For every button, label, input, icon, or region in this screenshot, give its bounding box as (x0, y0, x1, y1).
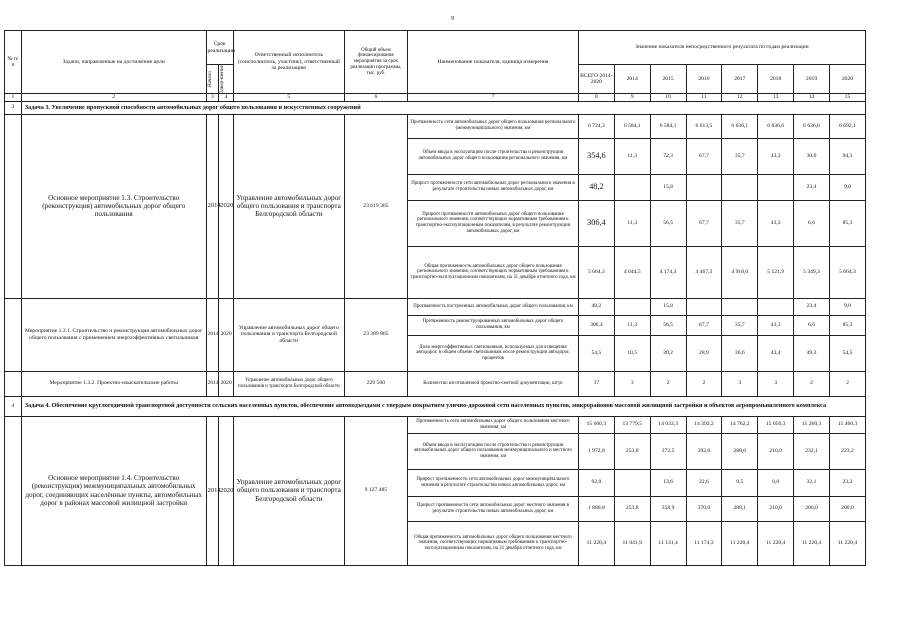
value-cell: 5 349,3 (794, 246, 830, 298)
value-cell: 43,3 (758, 138, 794, 174)
value-cell: 3 (614, 371, 650, 396)
executor: Управление автомобильных дорог общего пользования и транспорта Белгородской области (233, 371, 344, 396)
value-cell: 370,0 (686, 496, 722, 521)
value-cell: 3 (722, 371, 758, 396)
value-cell: 210,0 (758, 496, 794, 521)
col-number: 6 (344, 94, 407, 101)
value-cell: 23,4 (794, 298, 830, 315)
value-cell: 10,5 (614, 335, 650, 371)
section-3-title: Задача 3. Увеличение пропускной способности автомобильных дорог общего пользования и искусственных сооружений (21, 101, 865, 114)
value-total: 15 660,3 (578, 416, 614, 433)
value-cell: 6 584,1 (650, 114, 686, 138)
indicator-name: Прирост протяженности сети автомобильных дорог регионального значения в результате строительства новых автомобильных дорог, км (408, 174, 579, 200)
value-cell: 14 762,2 (722, 416, 758, 433)
indicator-name: Протяженность построенных автомобильных дорог общего пользования, км (408, 298, 579, 315)
value-cell: 6 584,1 (614, 114, 650, 138)
value-cell (758, 298, 794, 315)
value-cell: 0,5 (722, 469, 758, 496)
value-cell: 358,9 (650, 496, 686, 521)
value-cell: 2 (829, 371, 865, 396)
indicator-name: Прирост протяженности автомобильных дорог общего пользования регионального значения, соответствующих нормативным требованиям к транспортно-эксплуатационным показателям, в результате реконструкции автомобильных дорог, км (408, 200, 579, 246)
value-cell: 11,3 (614, 138, 650, 174)
value-cell: 15 050,3 (758, 416, 794, 433)
col-number: 1 (5, 94, 22, 101)
value-cell: 15 460,3 (829, 416, 865, 433)
value-cell: 43,3 (758, 315, 794, 335)
value-cell: 2 (686, 371, 722, 396)
value-cell (614, 298, 650, 315)
value-cell: 6 692,1 (829, 114, 865, 138)
value-total: 6 724,3 (578, 114, 614, 138)
end-year: 2020 (219, 298, 234, 371)
value-cell: 11,3 (614, 315, 650, 335)
end-year: 2020 (219, 416, 234, 565)
header-term: Срок реализации (206, 31, 233, 65)
page-number: 9 (451, 16, 454, 22)
value-cell: 223,2 (829, 433, 865, 469)
value-cell (758, 174, 794, 200)
value-cell: 43,4 (758, 335, 794, 371)
value-cell: 13,6 (650, 469, 686, 496)
section-3-num: 3 (5, 101, 22, 114)
value-total: 1 880,8 (578, 496, 614, 521)
col-number: 13 (758, 94, 794, 101)
value-cell: 11 174,3 (686, 521, 722, 565)
value-cell: 232,1 (794, 433, 830, 469)
value-cell: 288,1 (722, 496, 758, 521)
value-cell: 14 033,3 (650, 416, 686, 433)
value-cell: 6,6 (794, 315, 830, 335)
indicator-name: Общая протяженность автомобильных дорог общего пользования регионального значения, соответствующих нормативным требованиям к транспортно-эксплуатационным показателям, на 31 декабря отчетного года, км (408, 246, 579, 298)
value-cell: 9,0 (829, 298, 865, 315)
col-number: 12 (722, 94, 758, 101)
value-cell: 3 (758, 371, 794, 396)
indicator-name: Протяженность сети автомобильных дорог общего пользования регионального (межмуниципального) значения, км (408, 114, 579, 138)
header-executor: Ответственный исполнитель (соисполнитель, участник), ответственный за реализацию (233, 31, 344, 94)
value-cell: 11 220,4 (758, 521, 794, 565)
col-number: 9 (614, 94, 650, 101)
value-cell: 6 636,1 (722, 114, 758, 138)
value-cell: 0,0 (758, 469, 794, 496)
header-year: 2017 (722, 65, 758, 94)
value-cell: 372,5 (650, 433, 686, 469)
indicator-name: Количество изготовленной проектно-сметной документации, штук (408, 371, 579, 396)
col-number: 7 (408, 94, 579, 101)
value-cell: 56,5 (650, 315, 686, 335)
section-4-num: 4 (5, 396, 22, 416)
value-total: 306,4 (578, 315, 614, 335)
finance-amount: 9 127 485 (344, 416, 407, 565)
end-year: 2020 (219, 114, 234, 298)
value-cell (614, 174, 650, 200)
start-year: 2014 (206, 416, 219, 565)
header-year: 2019 (794, 65, 830, 94)
value-cell: 4 467,3 (686, 246, 722, 298)
value-cell: 6 613,5 (686, 114, 722, 138)
col-number: 10 (650, 94, 686, 101)
program-table (4, 30, 866, 566)
indicator-name: Объем ввода в эксплуатацию после строительства и реконструкции автомобильных дорог общего пользования межмуниципального и местного значения, км (408, 433, 579, 469)
value-cell (722, 298, 758, 315)
header-task: Задачи, направленные на достижение цели (21, 31, 206, 94)
value-cell: 85,3 (829, 315, 865, 335)
value-total: 54,5 (578, 335, 614, 371)
value-cell: 67,7 (686, 138, 722, 174)
value-cell: 4 174,3 (650, 246, 686, 298)
value-cell: 13 779,5 (614, 416, 650, 433)
table-row (5, 371, 866, 396)
value-total: 92,0 (578, 469, 614, 496)
value-cell (614, 469, 650, 496)
value-cell: 56,5 (650, 200, 686, 246)
header-indicator: Наименование показателя, единица измерения (408, 31, 579, 94)
value-cell: 11 131,4 (650, 521, 686, 565)
table-row (5, 114, 866, 138)
value-total: 48,2 (578, 298, 614, 315)
value-cell: 67,7 (686, 315, 722, 335)
value-cell: 11 220,4 (722, 521, 758, 565)
value-cell: 15 260,3 (794, 416, 830, 433)
header-total: ВСЕГО 2014-2020 (578, 65, 614, 94)
value-cell (686, 298, 722, 315)
main-activity-1-3: Основное мероприятие 1.3. Строительство (реконструкция) автомобильных дорог общего пользования (21, 114, 206, 298)
value-cell: 23,4 (794, 174, 830, 200)
activity-1-3-2: Мероприятие 1.3.2. Проектно-изыскательские работы (21, 371, 206, 396)
value-cell: 11 220,4 (829, 521, 865, 565)
indicator-name: Прирост протяженности сети автомобильных дорог межмуниципального значения в результате строительства новых автомобильных дорог, км (408, 469, 579, 496)
value-cell: 11 041,9 (614, 521, 650, 565)
value-cell (722, 174, 758, 200)
col-number: 14 (794, 94, 830, 101)
value-cell: 253,8 (614, 433, 650, 469)
header-finance: Общий объем финансирования мероприятия за срок реализации программы, тыс. руб. (344, 31, 407, 94)
finance-amount: 23 389 865 (344, 298, 407, 371)
value-cell: 30,0 (794, 138, 830, 174)
indicator-name: Прирост протяженности сети автомобильных дорог местного значения в результате строительства новых автомобильных дорог, км (408, 496, 579, 521)
value-cell: 6 636,6 (758, 114, 794, 138)
value-cell: 35,7 (722, 138, 758, 174)
main-activity-1-4: Основное мероприятие 1.4. Строительство (реконструкция) межмуниципальных автомобильных дорог, соединяющих населённые пункты, автомобильных дорог в районах массовой жилищной застройки (21, 416, 206, 565)
start-year: 2014 (206, 298, 219, 371)
col-number: 11 (686, 94, 722, 101)
value-cell: 49,3 (794, 335, 830, 371)
value-cell: 67,7 (686, 200, 722, 246)
header-end: Завер-шение (219, 65, 234, 94)
value-total: 1 972,8 (578, 433, 614, 469)
value-cell: 20,2 (650, 335, 686, 371)
col-number: 3 (206, 94, 219, 101)
value-cell: 200,0 (794, 496, 830, 521)
value-cell: 6,6 (794, 200, 830, 246)
header-year: 2020 (829, 65, 865, 94)
header-year: 2014 (614, 65, 650, 94)
table-row (5, 298, 866, 315)
header-start: Начало (206, 65, 219, 94)
value-cell: 5 664,3 (829, 246, 865, 298)
value-cell: 32,1 (794, 469, 830, 496)
activity-1-3-1: Мероприятие 1.3.1. Строительство и реконструкция автомобильных дорог общего пользования с применением энергоэффективных светильников (21, 298, 206, 371)
value-cell: 94,3 (829, 138, 865, 174)
value-total: 17 (578, 371, 614, 396)
value-cell: 9,0 (829, 174, 865, 200)
start-year: 2014 (206, 114, 219, 298)
finance-amount: 229 500 (344, 371, 407, 396)
executor: Управление автомобильных дорог общего пользования и транспорта Белгородской области (233, 416, 344, 565)
end-year: 2020 (219, 371, 234, 396)
value-cell: 85,3 (829, 200, 865, 246)
value-cell: 72,3 (650, 138, 686, 174)
value-cell: 288,6 (722, 433, 758, 469)
table-row (5, 416, 866, 433)
value-cell: 392,6 (686, 433, 722, 469)
section-4-title: Задача 4. Обеспечение круглогодичной транспортной доступности сельских населенных пунктов, обеспечение автоподъездами с твердым покрытием улично-дорожной сети населенных пунктов, микрорайонов массовой жилищной застройки и объектов агропромышленного комплекса (21, 396, 865, 416)
indicator-name: Общая протяженность автомобильных дорог общего пользования местного значения, соответствующих нормативным требованиям к транспортно-эксплуатационным показателям, на 31 декабря отчетного года, км (408, 521, 579, 565)
executor: Управление автомобильных дорог общего пользования и транспорта Белгородской области (233, 114, 344, 298)
executor: Управление автомобильных дорог общего пользования и транспорта Белгородской области (233, 298, 344, 371)
finance-amount: 23 619 365 (344, 114, 407, 298)
header-num: № п/п (5, 31, 22, 94)
value-cell: 28,9 (686, 335, 722, 371)
value-cell: 22,6 (686, 469, 722, 496)
value-total: 48,2 (578, 174, 614, 200)
value-cell: 15,8 (650, 298, 686, 315)
value-cell: 11 220,4 (794, 521, 830, 565)
value-total: 11 220,4 (578, 521, 614, 565)
value-cell: 11,3 (614, 200, 650, 246)
indicator-name: Объем ввода в эксплуатацию после строительства и реконструкции автомобильных дорог общего пользования регионального значения, км (408, 138, 579, 174)
col-number: 5 (233, 94, 344, 101)
indicator-name: Протяженность сети автомобильных дорог общего пользования местного значения, км (408, 416, 579, 433)
value-cell: 200,0 (829, 496, 865, 521)
value-cell: 35,7 (722, 200, 758, 246)
start-year: 2014 (206, 371, 219, 396)
value-cell (686, 174, 722, 200)
indicator-name: Доля энергоэффективных светильников, используемых для освещения автодорог, в общем объеме светильников после реконструкции автодорог, процентов (408, 335, 579, 371)
indicator-name: Протяженность реконструированных автомобильных дорог общего пользования, км (408, 315, 579, 335)
header-year: 2016 (686, 65, 722, 94)
value-cell: 210,0 (758, 433, 794, 469)
col-number: 8 (578, 94, 614, 101)
value-cell: 4 910,0 (722, 246, 758, 298)
value-cell: 43,3 (758, 200, 794, 246)
header-values-title: Значение показателя непосредственного результата по годам реализации (578, 31, 865, 65)
value-cell: 35,7 (722, 315, 758, 335)
col-number: 4 (219, 94, 234, 101)
value-cell: 4 044,5 (614, 246, 650, 298)
header-year: 2018 (758, 65, 794, 94)
value-total: 5 664,3 (578, 246, 614, 298)
value-cell: 6 636,6 (794, 114, 830, 138)
value-total: 306,4 (578, 200, 614, 246)
value-cell: 253,8 (614, 496, 650, 521)
value-cell: 15,8 (650, 174, 686, 200)
col-number: 2 (21, 94, 206, 101)
value-cell: 14 392,2 (686, 416, 722, 433)
col-number: 15 (829, 94, 865, 101)
header-year: 2015 (650, 65, 686, 94)
value-cell: 23,2 (829, 469, 865, 496)
value-cell: 36,6 (722, 335, 758, 371)
value-cell: 2 (650, 371, 686, 396)
value-cell: 2 (794, 371, 830, 396)
value-cell: 5 121,9 (758, 246, 794, 298)
value-total: 354,6 (578, 138, 614, 174)
value-cell: 54,5 (829, 335, 865, 371)
